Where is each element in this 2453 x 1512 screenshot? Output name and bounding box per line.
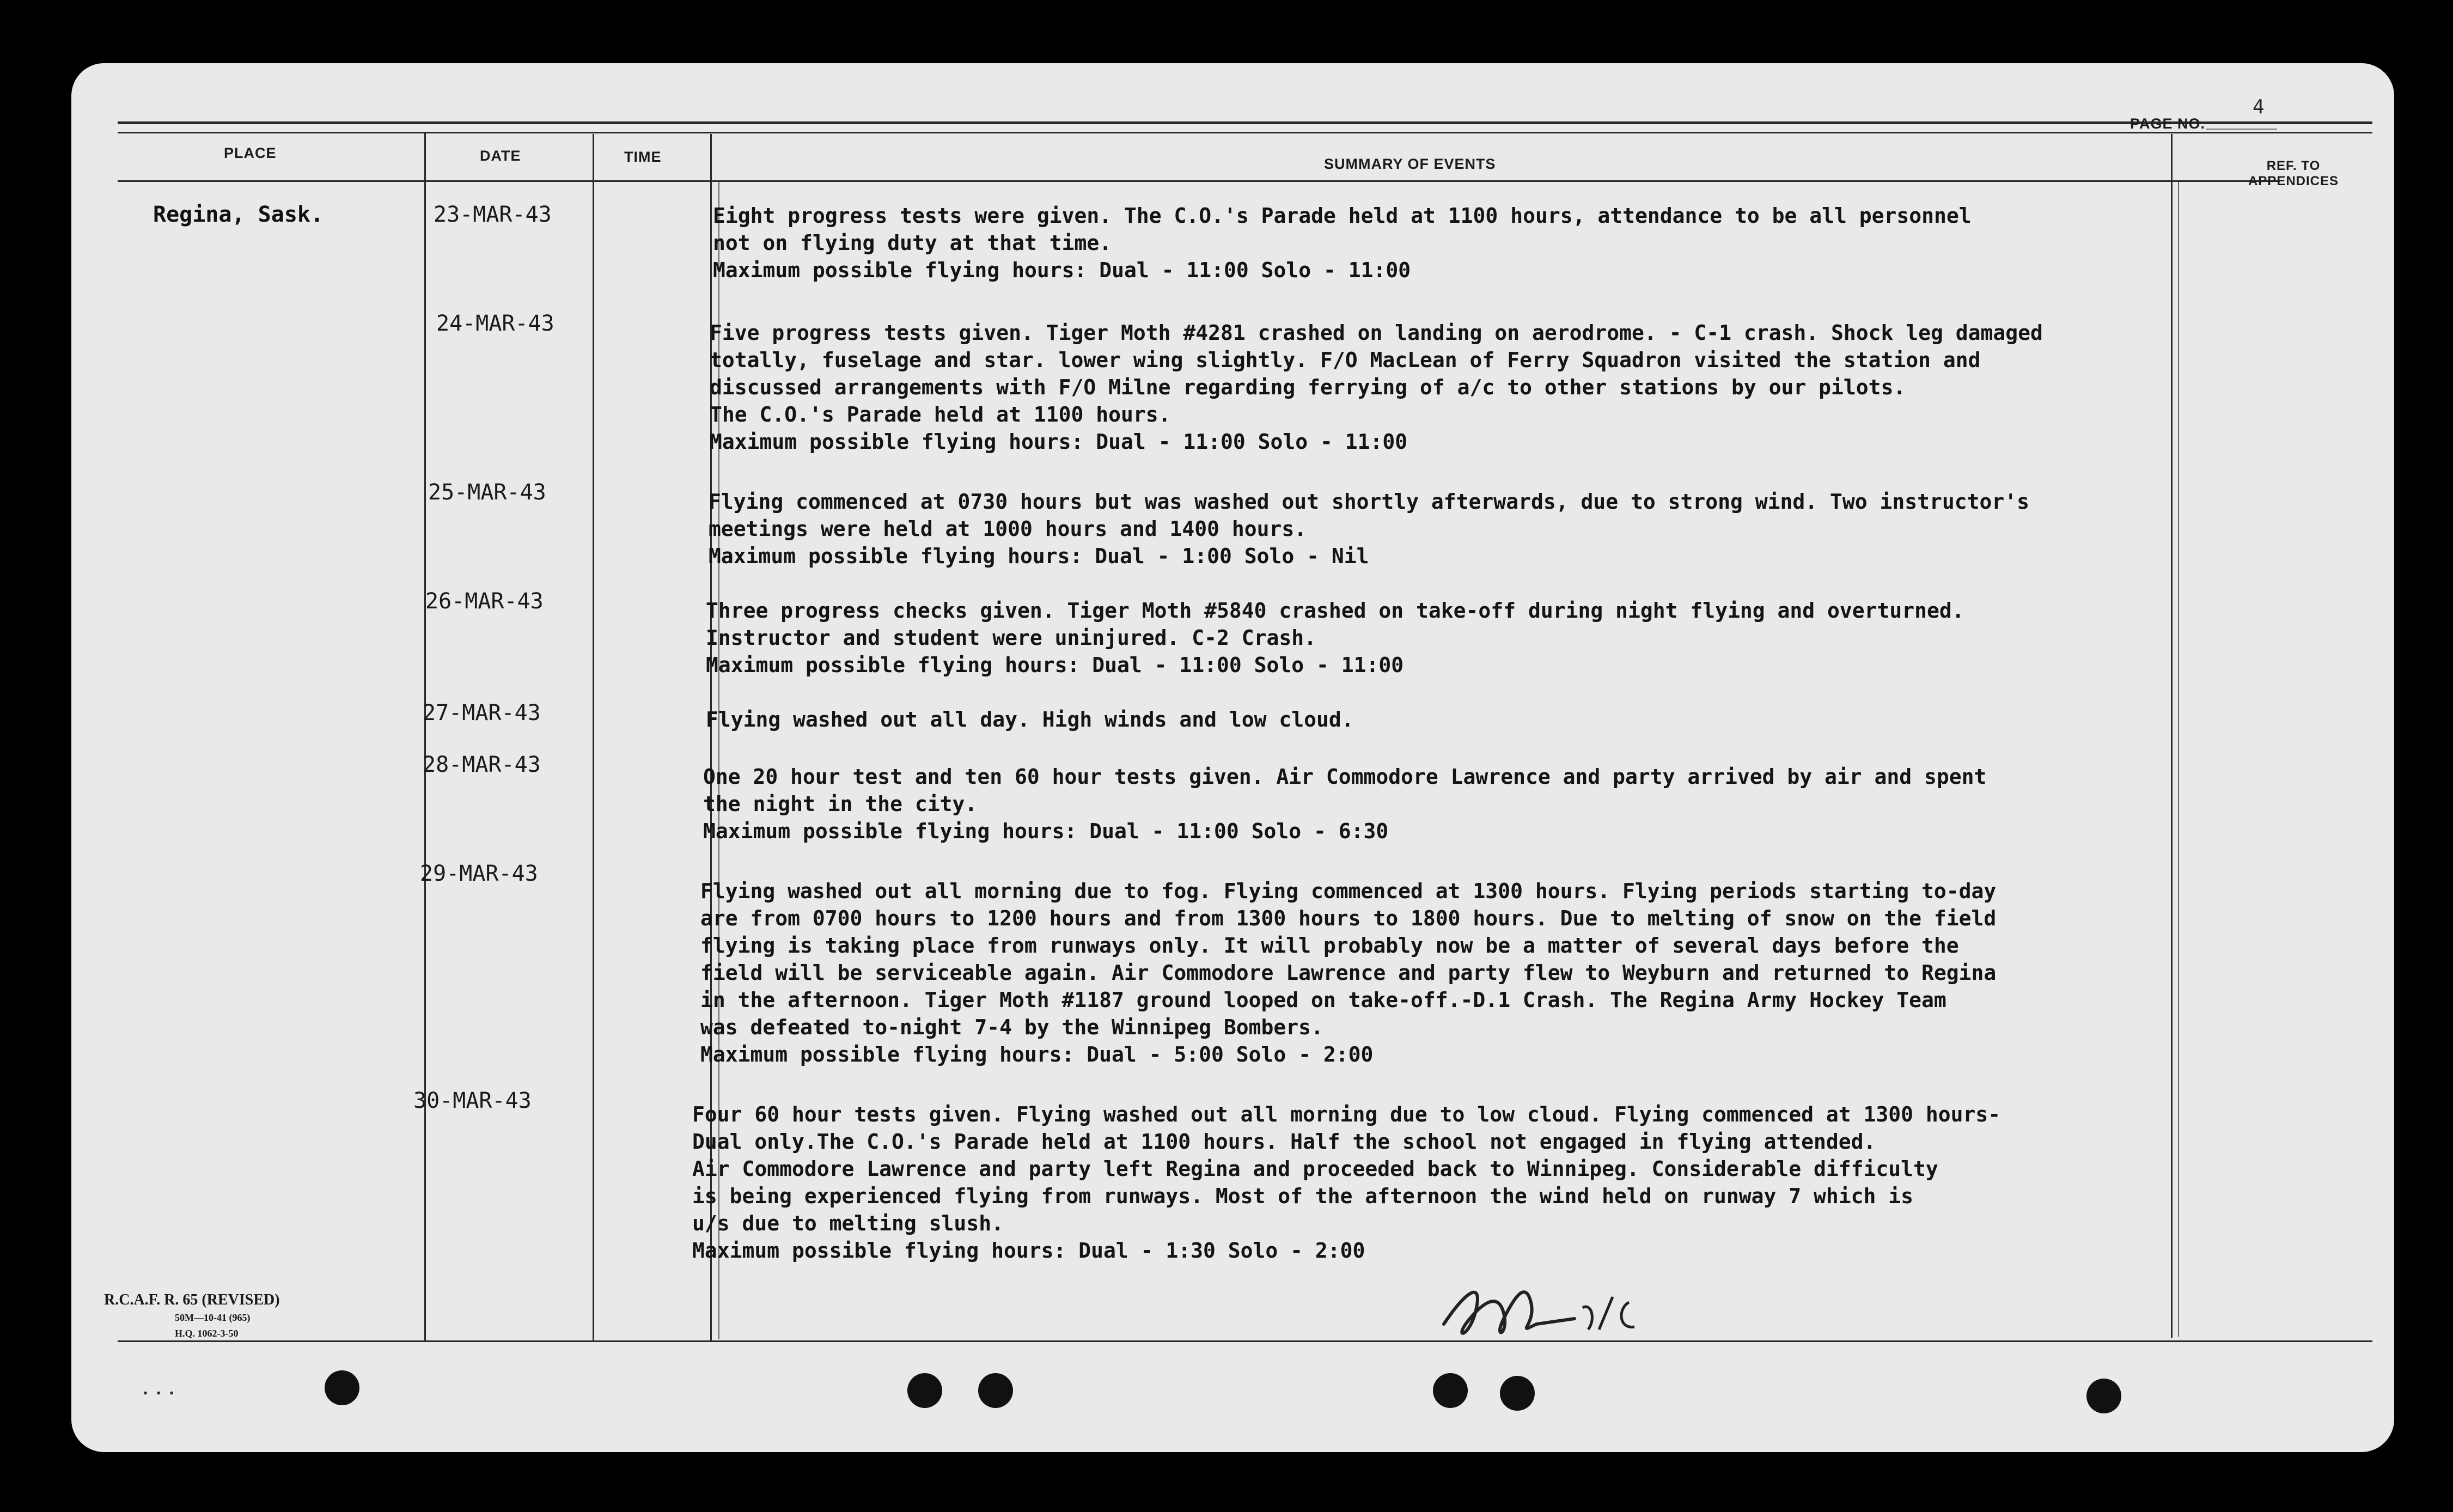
- form-id: R.C.A.F. R. 65 (REVISED): [104, 1291, 280, 1308]
- entry-line: Air Commodore Lawrence and party left Regina and proceeded back to Winnipeg. Considerable difficulty: [692, 1157, 1938, 1181]
- entry-line: are from 0700 hours to 1200 hours and from 1300 hours to 1800 hours. Due to melting of snow on the field: [700, 906, 1997, 930]
- date-entry: 27-MAR-43: [423, 700, 541, 725]
- entry-line: Maximum possible flying hours: Dual - 11:00 Solo - 11:00: [710, 430, 1408, 454]
- date-entry: 23-MAR-43: [434, 202, 552, 227]
- col-date-header: DATE: [480, 148, 521, 164]
- entry-line: Maximum possible flying hours: Dual - 11:00 Solo - 11:00: [713, 258, 1411, 282]
- page-no-underline: [2206, 129, 2277, 130]
- entry-line: Dual only.The C.O.'s Parade held at 1100 hours. Half the school not engaged in flying attended.: [692, 1130, 1876, 1154]
- entry-line: totally, fuselage and star. lower wing slightly. F/O MacLean of Ferry Squadron visited the station and: [710, 348, 1981, 372]
- entry-line: meetings were held at 1000 hours and 1400 hours.: [709, 517, 1307, 541]
- entry-line: Flying washed out all morning due to fog. Flying commenced at 1300 hours. Flying periods starting to-day: [700, 879, 1997, 903]
- divider-place-date: [424, 133, 426, 1342]
- punch-hole: [907, 1373, 942, 1408]
- col-place-header: PLACE: [224, 145, 277, 161]
- dot-marks: • • •: [142, 1387, 175, 1400]
- summary-entry-28-mar: [703, 763, 2255, 845]
- entry-line: Four 60 hour tests given. Flying washed out all morning due to low cloud. Flying commenced at 1300 hours-: [692, 1102, 2001, 1126]
- entry-line: Eight progress tests were given. The C.O.'s Parade held at 1100 hours, attendance to be all personnel: [713, 204, 1972, 228]
- entry-line: Flying washed out all day. High winds and low cloud.: [706, 708, 1354, 731]
- summary-entry-27-mar: [706, 706, 2258, 733]
- entry-line: Five progress tests given. Tiger Moth #4281 crashed on landing on aerodrome. - C-1 crash. Shock leg damaged: [710, 321, 2043, 345]
- date-entry: 30-MAR-43: [413, 1088, 532, 1113]
- date-entry: 29-MAR-43: [420, 861, 538, 886]
- entry-line: Maximum possible flying hours: Dual - 11:00 Solo - 11:00: [706, 653, 1404, 677]
- entry-line: Maximum possible flying hours: Dual - 5:00 Solo - 2:00: [700, 1042, 1374, 1066]
- page-no-value: 4: [2253, 96, 2265, 118]
- operations-record-card: [71, 63, 2394, 1452]
- punch-hole: [1500, 1376, 1535, 1411]
- date-entry: 26-MAR-43: [425, 589, 544, 614]
- summary-entry-26-mar: [706, 597, 2258, 679]
- summary-entry-29-mar: [700, 877, 2253, 1068]
- bottom-rule: [118, 1340, 2372, 1342]
- entry-line: field will be serviceable again. Air Commodore Lawrence and party flew to Weyburn and returned to Regina: [700, 961, 1997, 985]
- summary-entry-24-mar: [710, 319, 2262, 455]
- form-line-2: 50M—10-41 (965): [175, 1312, 251, 1323]
- entry-line: was defeated to-night 7-4 by the Winnipeg Bombers.: [700, 1015, 1323, 1039]
- col-time-header: TIME: [624, 149, 662, 165]
- header-rule: [118, 132, 2372, 133]
- col-summary-header: SUMMARY OF EVENTS: [1324, 156, 1496, 172]
- divider-date-time: [593, 134, 594, 1340]
- entry-line: Instructor and student were uninjured. C-2 Crash.: [706, 626, 1317, 650]
- summary-entry-30-mar: [692, 1101, 2244, 1264]
- punch-hole: [2086, 1379, 2121, 1413]
- punch-hole: [1433, 1373, 1468, 1408]
- header-bottom-rule: [118, 180, 2280, 182]
- entry-line: One 20 hour test and ten 60 hour tests given. Air Commodore Lawrence and party arrived by air and spent: [703, 765, 1987, 789]
- date-entry: 28-MAR-43: [423, 752, 541, 777]
- entry-line: not on flying duty at that time.: [713, 231, 1112, 255]
- entry-line: the night in the city.: [703, 792, 978, 816]
- entry-line: Maximum possible flying hours: Dual - 1:00 Solo - Nil: [709, 544, 1369, 568]
- entry-line: Three progress checks given. Tiger Moth #5840 crashed on take-off during night flying and overturned.: [706, 599, 1964, 623]
- punch-hole: [978, 1373, 1013, 1408]
- date-entry: 25-MAR-43: [428, 480, 546, 505]
- page-no-label: PAGE NO.: [2130, 115, 2206, 132]
- entry-line: Maximum possible flying hours: Dual - 11:00 Solo - 6:30: [703, 819, 1389, 843]
- entry-line: in the afternoon. Tiger Moth #1187 ground looped on take-off.-D.1 Crash. The Regina Army Hockey Team: [700, 988, 1946, 1012]
- form-line-3: H.Q. 1062-3-50: [175, 1328, 239, 1339]
- col-ref-header: REF. TO APPENDICES: [2248, 158, 2339, 188]
- entry-line: Maximum possible flying hours: Dual - 1:30 Solo - 2:00: [692, 1239, 1365, 1263]
- entry-line: flying is taking place from runways only. It will probably now be a matter of several days before the: [700, 934, 1959, 958]
- top-rule: [118, 121, 2372, 124]
- entry-line: is being experienced flying from runways. Most of the afternoon the wind held on runway 7 which is: [692, 1184, 1914, 1208]
- entry-line: discussed arrangements with F/O Milne regarding ferrying of a/c to other stations by our pilots.: [710, 375, 1906, 399]
- place-regina: Regina, Sask.: [153, 202, 324, 227]
- entry-line: u/s due to melting slush.: [692, 1211, 1004, 1235]
- summary-entry-23-mar: [713, 202, 2265, 284]
- punch-hole: [325, 1370, 359, 1405]
- entry-line: The C.O.'s Parade held at 1100 hours.: [710, 403, 1171, 426]
- summary-entry-25-mar: [709, 488, 2261, 570]
- signature-mark: [1433, 1259, 1662, 1357]
- entry-line: Flying commenced at 0730 hours but was washed out shortly afterwards, due to strong wind. Two instructor's: [709, 490, 2030, 514]
- date-entry: 24-MAR-43: [436, 311, 554, 336]
